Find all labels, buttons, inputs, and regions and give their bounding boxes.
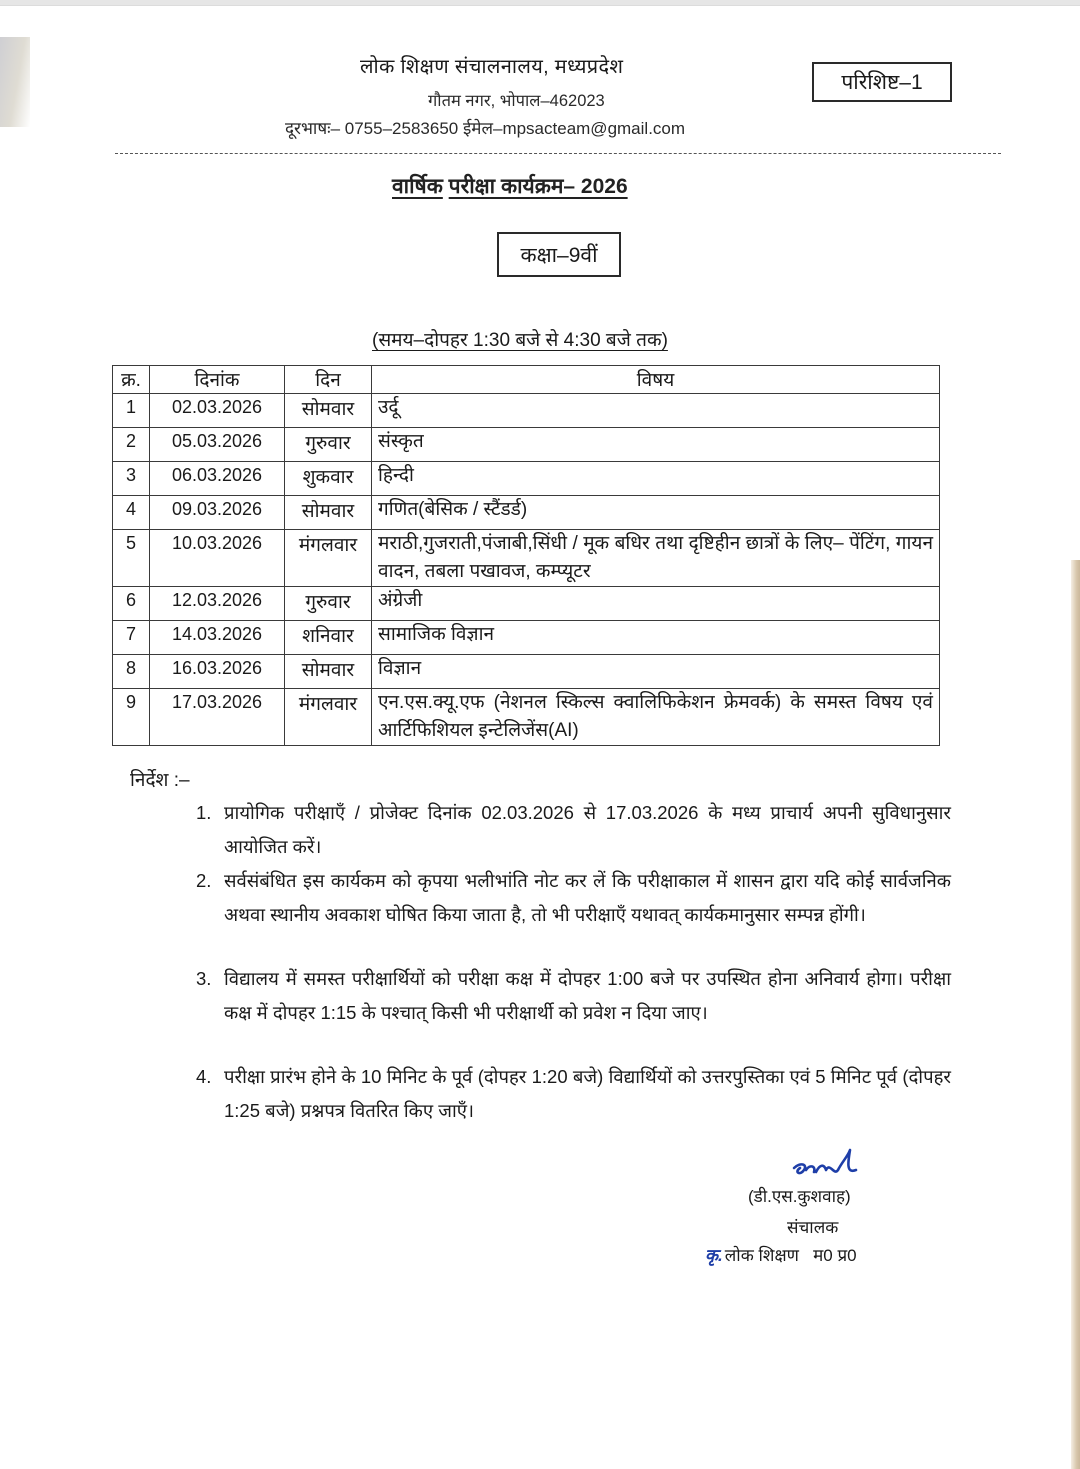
paper-corner-shadow [0,37,30,127]
signatory-name: (डी.एस.कुशवाह) [748,1187,851,1206]
instruction-text: सर्वसंबंधित इस कार्यकम को कृपया भलीभांति नोट कर लें कि परीक्षाकाल में शासन द्वारा यदि कोई सार्वजनिक अथवा स्थानीय अवकाश घोषित किया जाता है, तो भी परीक्षाएँ यथावत् कार्यकमानुसार सम्पन्न होंगी। [224,870,951,925]
table-header-row [113,366,940,394]
cell-date: 09.03.2026 [150,496,285,530]
cell-serial: 8 [113,655,150,689]
cell-day: सोमवार [285,655,372,689]
table-row [113,587,940,621]
cell-serial: 4 [113,496,150,530]
header-serial: क्र. [113,366,150,394]
cell-day: सोमवार [285,394,372,428]
class-label: कक्षा–9वीं [520,243,598,267]
cell-subject: उर्दू [372,394,940,428]
handwritten-initial: कृ. [705,1246,723,1265]
cell-date: 17.03.2026 [150,689,285,746]
cell-date: 12.03.2026 [150,587,285,621]
table-row [113,462,940,496]
cell-subject: विज्ञान [372,655,940,689]
cell-date: 14.03.2026 [150,621,285,655]
signatory-designation: संचालक [787,1218,839,1237]
cell-date: 06.03.2026 [150,462,285,496]
instruction-number: 2. [196,870,212,891]
office-text: लोक शिक्षण म0 प्र0 [724,1246,857,1265]
table-row [113,530,940,587]
title-part-1: वार्षिक [392,175,443,198]
header-divider [115,153,1001,154]
instruction-number: 4. [196,1066,212,1087]
signatory-office [705,1243,857,1266]
cell-subject: एन.एस.क्यू.एफ (नेशनल स्किल्स क्वालिफिकेशन फ्रेमवर्क) के समस्त विषय एवं आर्टिफिशियल इन्टेलिजेंस(AI) [372,689,940,746]
instruction-number: 1. [196,802,212,823]
annexure-badge [812,62,952,102]
instruction-item [196,796,951,864]
cell-subject: सामाजिक विज्ञान [372,621,940,655]
contact-line: दूरभाषः– 0755–2583650 ईमेल–mpsacteam@gmail.com [285,119,686,138]
instruction-item [196,962,951,1030]
document-title [392,172,628,200]
organization-address: गौतम नगर, भोपाल–462023 [428,92,605,110]
instruction-item [196,864,951,932]
instruction-item [196,1060,951,1128]
table-row [113,655,940,689]
table-row [113,496,940,530]
cell-subject: अंग्रेजी [372,587,940,621]
cell-subject: मराठी,गुजराती,पंजाबी,सिंधी / मूक बधिर तथा दृष्टिहीन छात्रों के लिए– पेंटिंग, गायन वादन, तबला पखावज, कम्प्यूटर [372,530,940,587]
annexure-label: परिशिष्ट–1 [841,71,923,94]
top-border [0,0,1080,6]
table-row [113,689,940,746]
cell-serial: 3 [113,462,150,496]
cell-date: 16.03.2026 [150,655,285,689]
instructions-label: निर्देश :– [130,770,190,791]
header-date: दिनांक [150,366,285,394]
cell-day: मंगलवार [285,530,372,587]
class-badge [497,232,621,277]
header-day: दिन [285,366,372,394]
paper-edge-shadow [1071,560,1080,1469]
handwritten-signature [790,1148,870,1186]
cell-date: 02.03.2026 [150,394,285,428]
exam-schedule-table [112,365,940,746]
cell-day: शुकवार [285,462,372,496]
organization-name: लोक शिक्षण संचालनालय, मध्यप्रदेश [360,56,624,78]
title-part-2: परीक्षा कार्यक्रम– 2026 [448,175,628,198]
cell-serial: 5 [113,530,150,587]
instruction-text: परीक्षा प्रारंभ होने के 10 मिनिट के पूर्व (दोपहर 1:20 बजे) विद्यार्थियों को उत्तरपुस्तिका एवं 5 मिनिट पूर्व (दोपहर 1:25 बजे) प्रश्नपत्र वितरित किए जाएँ। [224,1066,951,1121]
cell-serial: 6 [113,587,150,621]
cell-date: 10.03.2026 [150,530,285,587]
cell-serial: 2 [113,428,150,462]
cell-day: शनिवार [285,621,372,655]
cell-date: 05.03.2026 [150,428,285,462]
cell-subject: संस्कृत [372,428,940,462]
cell-serial: 9 [113,689,150,746]
instruction-text: विद्यालय में समस्त परीक्षार्थियों को परीक्षा कक्ष में दोपहर 1:00 बजे पर उपस्थित होना अनिवार्य होगा। परीक्षा कक्ष में दोपहर 1:15 के पश्चात् किसी भी परीक्षार्थी को प्रवेश न दिया जाए। [224,968,951,1023]
cell-day: गुरुवार [285,587,372,621]
table-row [113,621,940,655]
cell-subject: गणित(बेसिक / स्टैंडर्ड) [372,496,940,530]
exam-time-note: (समय–दोपहर 1:30 बजे से 4:30 बजे तक) [372,330,668,351]
cell-serial: 1 [113,394,150,428]
header-subject: विषय [372,366,940,394]
cell-day: सोमवार [285,496,372,530]
table-row [113,428,940,462]
cell-day: गुरुवार [285,428,372,462]
cell-serial: 7 [113,621,150,655]
instruction-text: प्रायोगिक परीक्षाएँ / प्रोजेक्ट दिनांक 02.03.2026 से 17.03.2026 के मध्य प्राचार्य अपनी सुविधानुसार आयोजित करें। [224,802,951,857]
table-row [113,394,940,428]
instruction-number: 3. [196,968,212,989]
cell-subject: हिन्दी [372,462,940,496]
cell-day: मंगलवार [285,689,372,746]
